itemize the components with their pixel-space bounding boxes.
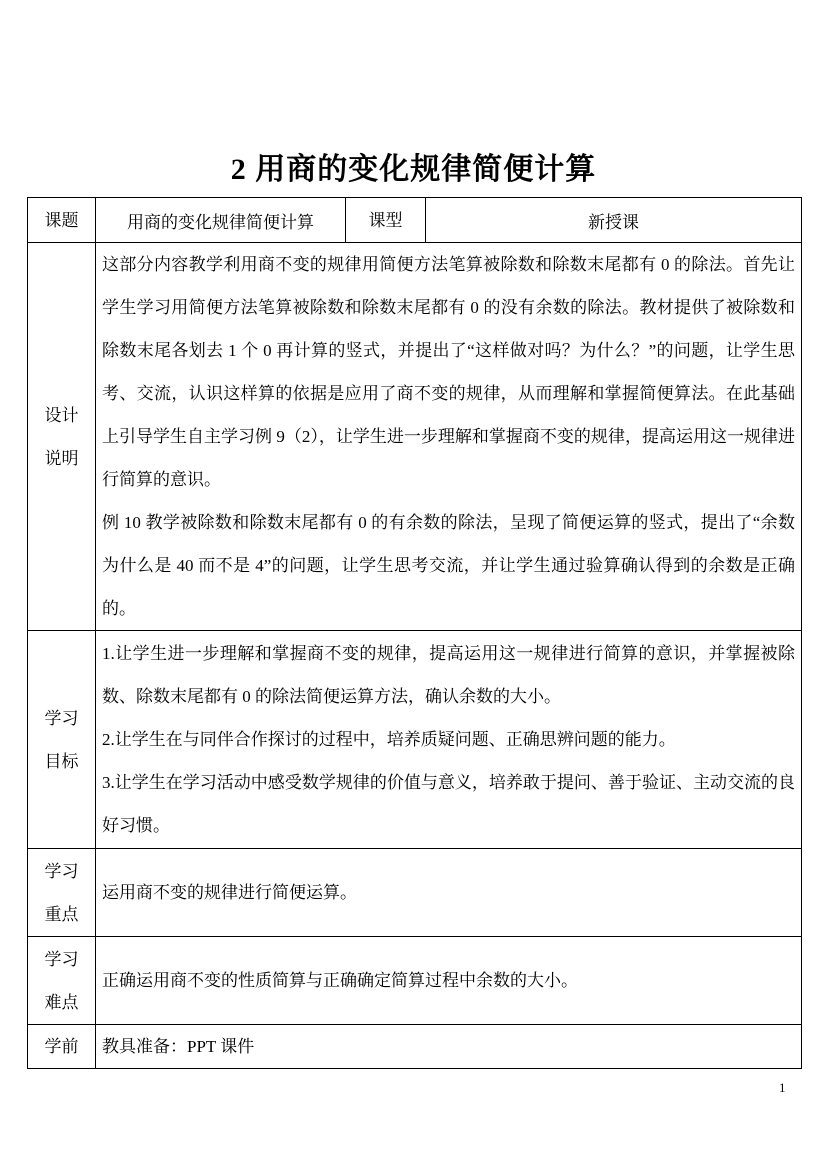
table-row-difficulty: [28, 937, 802, 1025]
objectives-content: [96, 631, 802, 849]
difficulty-label-line2: 难点: [44, 992, 79, 1012]
focus-label: [28, 849, 96, 937]
objectives-label-line2: 目标: [44, 751, 79, 771]
objectives-label: [28, 631, 96, 849]
preparation-label: 学前: [28, 1025, 96, 1069]
design-label-line2: 说明: [44, 448, 79, 468]
lesson-type-label: 课型: [346, 198, 426, 243]
focus-label-line1: 学习: [44, 861, 79, 881]
objective-item-3: 3.让学生在学习活动中感受数学规律的价值与意义，培养敢于提问、善于验证、主动交流的良好习惯。: [102, 773, 795, 835]
difficulty-content: 正确运用商不变的性质简算与正确确定简算过程中余数的大小。: [96, 937, 802, 1025]
focus-content: 运用商不变的规律进行简便运算。: [96, 849, 802, 937]
lesson-plan-table: [27, 197, 802, 1069]
table-row-focus: [28, 849, 802, 937]
design-label: [28, 243, 96, 631]
objectives-label-line1: 学习: [44, 708, 79, 728]
design-content: [96, 243, 802, 631]
design-paragraph-2: 例 10 教学被除数和除数末尾都有 0 的有余数的除法，呈现了简便运算的竖式，提出了“余数为什么是 40 而不是 4”的问题，让学生思考交流，并让学生通过验算确认得到的余数是正确的。: [102, 513, 795, 618]
table-row-objectives: [28, 631, 802, 849]
objective-item-1: 1.让学生进一步理解和掌握商不变的规律，提高运用这一规律进行简算的意识，并掌握被除数、除数末尾都有 0 的除法简便运算方法，确认余数的大小。: [102, 644, 795, 706]
page-title: 2 用商的变化规律简便计算: [230, 153, 597, 186]
topic-label: 课题: [28, 198, 96, 243]
design-paragraph-1: 这部分内容教学利用商不变的规律用简便方法笔算被除数和除数末尾都有 0 的除法。首先让学生学习用简便方法笔算被除数和除数末尾都有 0 的没有余数的除法。教材提供了被除数和除数末尾各划去 1 个 0 再计算的竖式，并提出了“这样做对吗？为什么？”的问题，让学生思考、交流，认识这样算的依据是应用了商不变的规律，从而理解和掌握简便算法。在此基础上引导学生自主学习例 9（2），让学生进一步理解和掌握商不变的规律，提高运用这一规律进行简算的意识。: [102, 255, 795, 489]
lesson-type-value: 新授课: [426, 198, 802, 243]
table-row-design: [28, 243, 802, 631]
table-row-header: [28, 198, 802, 243]
preparation-content: 教具准备：PPT 课件: [96, 1025, 802, 1069]
focus-label-line2: 重点: [44, 904, 79, 924]
objective-item-2: 2.让学生在与同伴合作探讨的过程中，培养质疑问题、正确思辨问题的能力。: [102, 730, 676, 749]
table-row-preparation: [28, 1025, 802, 1069]
difficulty-label: [28, 937, 96, 1025]
difficulty-label-line1: 学习: [44, 949, 79, 969]
design-label-line1: 设计: [44, 405, 79, 425]
topic-value: 用商的变化规律简便计算: [96, 198, 346, 243]
page-number: 1: [779, 1080, 786, 1095]
